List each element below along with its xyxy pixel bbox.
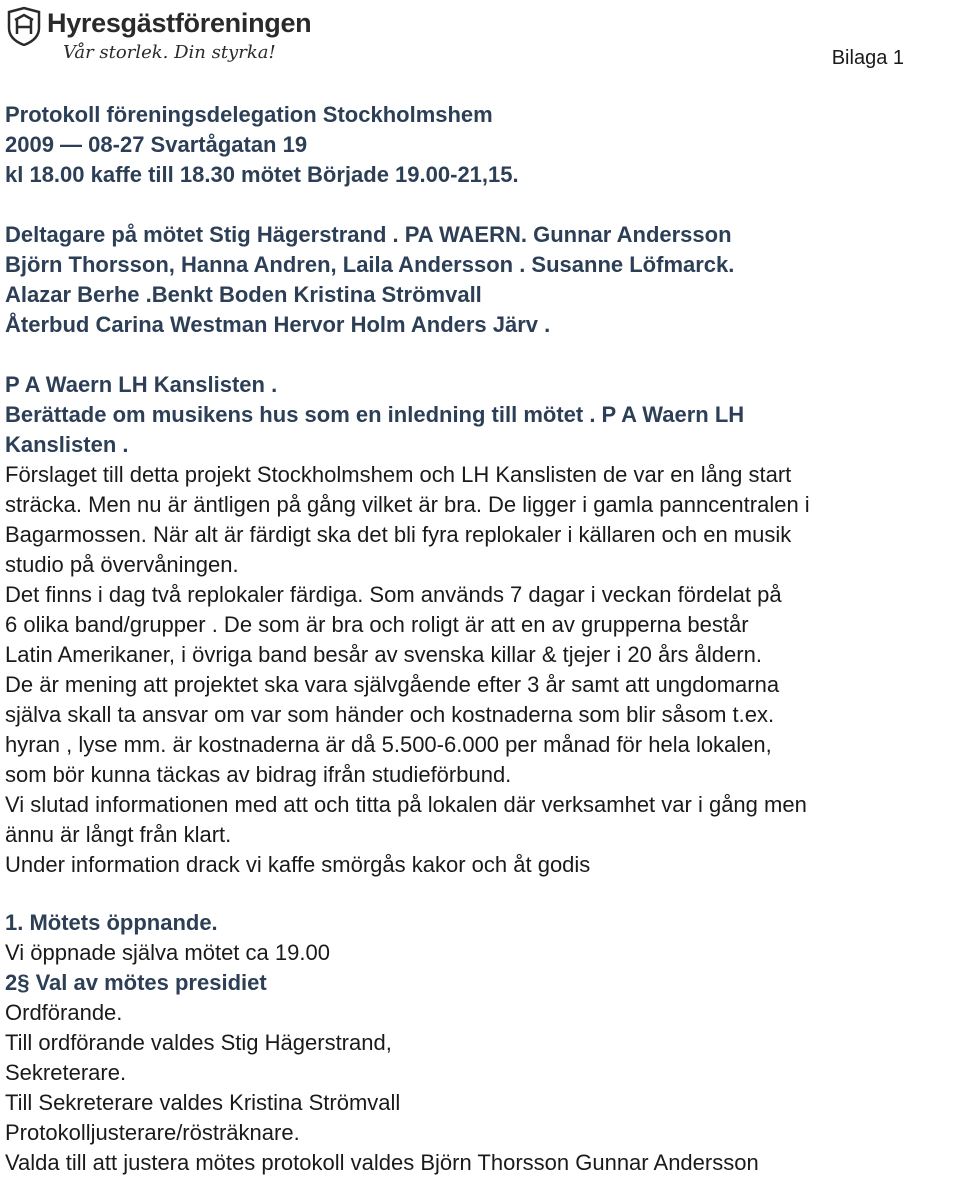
logo-wordmark: Hyresgästföreningen bbox=[47, 8, 312, 38]
section-line: Till ordförande valdes Stig Hägerstrand, bbox=[5, 1030, 392, 1055]
body-line: ännu är långt från klart. bbox=[5, 822, 232, 847]
body-line: själva skall ta ansvar om var som händer och kostnaderna som blir såsom t.ex. bbox=[5, 702, 775, 727]
body-line: Förslaget till detta projekt Stockholmshem och LH Kanslisten de var en lång start bbox=[5, 462, 792, 487]
body-line: Det finns i dag två replokaler färdiga. Som används 7 dagar i veckan fördelat på bbox=[5, 582, 782, 607]
section-heading: 1. Mötets öppnande. bbox=[5, 910, 218, 935]
info-heading-line: Kanslisten . bbox=[5, 432, 129, 457]
spacer bbox=[5, 340, 957, 370]
annex-label: Bilaga 1 bbox=[831, 47, 904, 69]
attendees-line: Återbud Carina Westman Hervor Holm Anders Järv . bbox=[5, 312, 551, 337]
section-line: Sekreterare. bbox=[5, 1060, 127, 1085]
section-opening bbox=[5, 908, 957, 968]
section-text: Vi öppnade själva mötet ca 19.00 bbox=[5, 940, 330, 965]
organization-logo bbox=[5, 4, 312, 70]
info-heading-line: P A Waern LH Kanslisten . bbox=[5, 372, 278, 397]
title-line: 2009 — 08-27 Svartågatan 19 bbox=[5, 132, 308, 157]
body-line: Bagarmossen. När alt är färdigt ska det bli fyra replokaler i källaren och en musik bbox=[5, 522, 792, 547]
body-line: som bör kunna täckas av bidrag ifrån studieförbund. bbox=[5, 762, 512, 787]
body-line: Vi slutad informationen med att och titta på lokalen där verksamhet var i gång men bbox=[5, 792, 807, 817]
section-line: Ordförande. bbox=[5, 1000, 123, 1025]
protocol-document bbox=[5, 100, 957, 1178]
section-line: Till Sekreterare valdes Kristina Strömvall bbox=[5, 1090, 401, 1115]
info-heading bbox=[5, 370, 957, 460]
spacer bbox=[5, 880, 957, 908]
logo-tagline: Vår storlek. Din styrka! bbox=[63, 42, 276, 63]
attendees-line: Alazar Berhe .Benkt Boden Kristina Strömvall bbox=[5, 282, 482, 307]
section-line: Valda till att justera mötes protokoll valdes Björn Thorsson Gunnar Andersson bbox=[5, 1150, 759, 1175]
section-heading: 2§ Val av mötes presidiet bbox=[5, 970, 267, 995]
attendees-block bbox=[5, 220, 957, 340]
body-line: Under information drack vi kaffe smörgås kakor och åt godis bbox=[5, 852, 591, 877]
body-line: Latin Amerikaner, i övriga band besår av svenska killar & tjejer i 20 års åldern. bbox=[5, 642, 762, 667]
information-body bbox=[5, 460, 957, 880]
title-line: kl 18.00 kaffe till 18.30 mötet Började 19.00-21,15. bbox=[5, 162, 519, 187]
body-line: De är mening att projektet ska vara självgående efter 3 år samt att ungdomarna bbox=[5, 672, 780, 697]
title-line: Protokoll föreningsdelegation Stockholmshem bbox=[5, 102, 493, 127]
spacer bbox=[5, 190, 957, 220]
body-line: 6 olika band/grupper . De som är bra och roligt är att en av grupperna består bbox=[5, 612, 749, 637]
info-heading-line: Berättade om musikens hus som en inledning till mötet . P A Waern LH bbox=[5, 402, 745, 427]
attendees-line: Deltagare på mötet Stig Hägerstrand . PA WAERN. Gunnar Andersson bbox=[5, 222, 732, 247]
body-line: hyran , lyse mm. är kostnaderna är då 5.500-6.000 per månad för hela lokalen, bbox=[5, 732, 772, 757]
body-line: sträcka. Men nu är äntligen på gång vilket är bra. De ligger i gamla panncentralen i bbox=[5, 492, 810, 517]
hyresgastforeningen-emblem-icon bbox=[5, 6, 43, 46]
section-line: Protokolljusterare/rösträknare. bbox=[5, 1120, 300, 1145]
attendees-line: Björn Thorsson, Hanna Andren, Laila Andersson . Susanne Löfmarck. bbox=[5, 252, 735, 277]
section-presidium bbox=[5, 968, 957, 1178]
body-line: studio på övervåningen. bbox=[5, 552, 239, 577]
document-title bbox=[5, 100, 957, 190]
